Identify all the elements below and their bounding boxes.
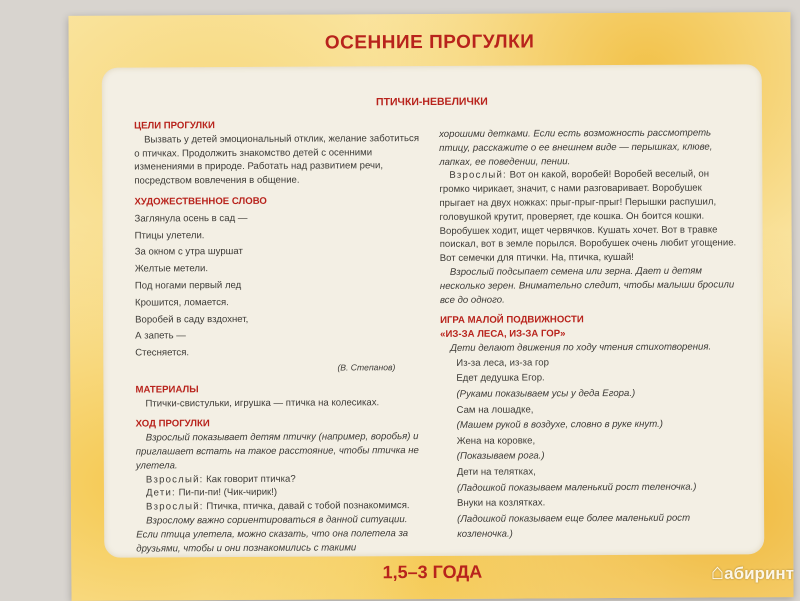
verse-line: Внуки на козлятках. — [457, 497, 546, 509]
verse-line: (Руками показываем усы у деда Егора.) — [456, 387, 636, 400]
poem-line: Под ногами первый лед — [134, 279, 242, 292]
dialog-speaker: Взрослый: — [146, 501, 204, 513]
book-page — [68, 12, 793, 601]
poem-line: Желтые метели. — [134, 263, 209, 275]
poem-line: А запеть — — [135, 330, 186, 342]
right-column — [439, 126, 741, 542]
poem — [134, 210, 425, 363]
verse-line: Сам на лошадке, — [456, 403, 534, 416]
poem-line: Заглянула осень в сад — — [134, 212, 248, 225]
section-subtitle: ПТИЧКИ-НЕВЕЛИЧКИ — [376, 95, 488, 109]
note-text: Взрослый подсыпает семена или зерна. Дает и детям несколько зерен. Внимательно следит, чтобы малыши бросили все до одного. — [439, 265, 735, 306]
poem-line: Стесняется. — [135, 347, 190, 359]
age-label: 1,5–3 ГОДА — [382, 561, 483, 583]
verse-line: Из-за леса, из-за гор — [456, 357, 549, 369]
dialog-speaker: Взрослый: — [145, 473, 204, 486]
walk-paragraph: Взрослый показывает детям птичку (например, воробья) и приглашает встать на такое расстояние, чтобы птичка не улетела. — [135, 431, 419, 472]
walk-heading: ХОД ПРОГУЛКИ — [135, 418, 210, 430]
materials-heading: МАТЕРИАЛЫ — [135, 383, 199, 396]
verse-line: (Ладошкой показываем маленький рост теленочка.) — [456, 481, 697, 494]
dialog-line — [136, 499, 426, 514]
content-sheet — [102, 64, 765, 557]
dialog-line — [439, 168, 740, 266]
verse-line: Жена на коровке, — [456, 435, 536, 447]
dialog-text: Пи-пи-пи! (Чик-чирик!) — [175, 487, 278, 499]
game-verse — [440, 354, 741, 543]
poem-author: (В. Степанов) — [337, 362, 396, 373]
poem-line: Воробей в саду вздохнет, — [135, 313, 249, 326]
dialog-speaker: Взрослый: — [449, 169, 507, 182]
poem-line: Крошится, ломается. — [134, 296, 229, 309]
verse-line: Дети на телятках, — [456, 466, 536, 478]
game-intro: Дети делают движения по ходу чтения стихотворения. — [450, 341, 712, 354]
left-column — [134, 118, 426, 556]
dialog-text: Как говорит птичка? — [203, 473, 296, 485]
game-heading: ИГРА МАЛОЙ ПОДВИЖНОСТИ — [440, 314, 584, 327]
dialog-speaker: Дети: — [145, 487, 176, 499]
watermark — [711, 559, 794, 585]
walk-paragraph: Взрослому важно сориентироваться в данной ситуации. Если птица улетела, можно сказать, что она полетела за друзьями, чтобы и они познакомились с такими — [136, 514, 409, 555]
art-heading: ХУДОЖЕСТВЕННОЕ СЛОВО — [134, 195, 267, 208]
verse-line: Едет дедушка Егор. — [456, 372, 545, 385]
verse-line: (Ладошкой показываем еще более маленький рост козленочка.) — [457, 512, 691, 541]
verse-line: (Показываем рога.) — [456, 450, 545, 463]
watermark-text: абиринт — [724, 564, 794, 583]
poem-line: Птицы улетели. — [134, 229, 205, 242]
dialog-text: Птичка, птичка, давай с тобой познакомимся. — [203, 500, 410, 513]
verse-line: (Машем рукой в воздухе, словно в руке кнут.) — [456, 418, 663, 431]
dialog-text: Вот он какой, воробей! Воробей веселый, он громко чирикает, значит, с нами разговаривает. Воробушек прыгает на двух ножках: прыг-прыг-прыг! Перышки распушил, головушкой крутит, проверяет, где кошка. Он боится кошки. Воробушек ходит, ищет червячков. Кушать хочет. Вот в травке поискал, вот в земле порылся. Воробушек очень любит угощение. Вот семечки для птички. На, птичка, кушай! — [439, 168, 737, 265]
goals-heading: ЦЕЛИ ПРОГУЛКИ — [134, 120, 215, 132]
materials-text: Птички-свистульки, игрушка — птичка на колесиках. — [145, 396, 380, 410]
poem-line: За окном с утра шуршат — [134, 246, 243, 258]
dialog-line — [136, 472, 426, 487]
continuation-text: хорошими детками. Если есть возможность рассмотреть птицу, расскажите о ее внешнем виде — перышках, клюве, лапках, ее поведении, пении. — [439, 127, 713, 168]
goals-text: Вызвать у детей эмоциональный отклик, желание заботиться о птичках. Продолжить знакомство детей с осенними изменениями в природе. Работать над развитием речи, посредством вовлечения в общение. — [134, 132, 420, 187]
watermark-logo-icon: ⌂ — [710, 559, 725, 584]
dialog-line — [136, 485, 426, 500]
game-name: «ИЗ-ЗА ЛЕСА, ИЗ-ЗА ГОР» — [440, 328, 566, 341]
page-title: ОСЕННИЕ ПРОГУЛКИ — [324, 31, 535, 54]
